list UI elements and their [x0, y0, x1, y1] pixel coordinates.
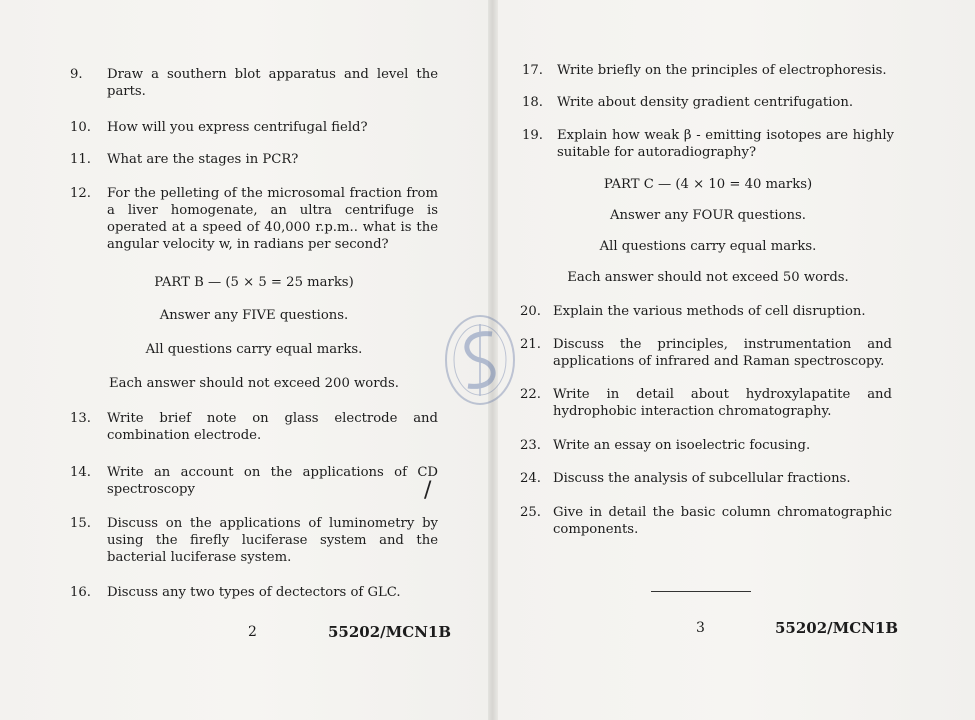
right-page-number: 3	[696, 620, 705, 636]
pen-mark: /	[424, 478, 432, 503]
end-rule	[651, 591, 751, 592]
part-c-instruction-3: Each answer should not exceed 50 words.	[567, 270, 849, 285]
left-page-number: 2	[248, 624, 257, 640]
part-c-instruction-1: Answer any FOUR questions.	[610, 208, 806, 223]
part-c-heading: PART C — (4 × 10 = 40 marks)	[603, 177, 813, 192]
right-paper-code: 55202/MCN1B	[775, 619, 899, 637]
part-b-instruction-3: Each answer should not exceed 200 words.	[109, 376, 399, 391]
part-c-instruction-2: All questions carry equal marks.	[599, 239, 817, 254]
left-paper-code: 55202/MCN1B	[328, 623, 452, 641]
part-b-instruction-1: Answer any FIVE questions.	[159, 308, 349, 323]
part-b-instruction-2: All questions carry equal marks.	[145, 342, 363, 357]
seal-watermark	[442, 312, 518, 408]
part-b-heading: PART B — (5 × 5 = 25 marks)	[154, 275, 354, 290]
